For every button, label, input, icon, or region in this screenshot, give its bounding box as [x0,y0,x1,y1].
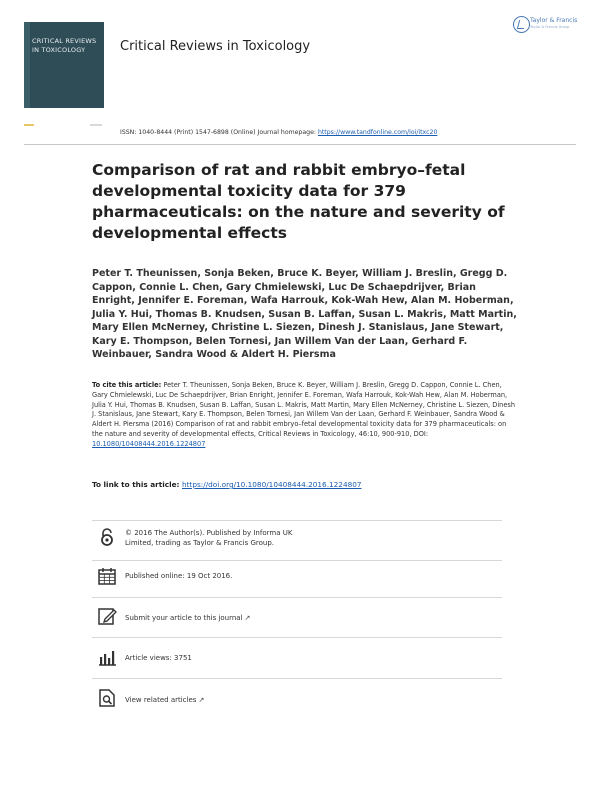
publisher-logo-icon [513,16,530,33]
article-views: Article views: 3751 [125,654,192,662]
open-access-icon [97,527,117,547]
external-link-icon: ↗ [244,614,251,622]
article-doi-link[interactable]: https://doi.org/10.1080/10408444.2016.1224807 [182,480,362,489]
article-title: Comparison of rat and rabbit embryo–fetal developmental toxicity data for 379 pharmaceuticals: on the nature and severity of developmental effects [92,161,505,242]
article-link-line [92,480,362,489]
journal-cover [24,22,104,108]
citation-doi-link[interactable]: 10.1080/10408444.2016.1224807 [92,439,206,448]
journal-title[interactable]: Critical Reviews in Toxicology [120,39,311,54]
cover-color-marks [24,124,104,128]
issn-text: ISSN: 1040-8444 (Print) 1547-6898 (Online) Journal homepage: [120,129,318,136]
cover-title-line2: IN TOXICOLOGY [32,45,86,54]
cover-title-line1: CRITICAL REVIEWS [32,37,97,45]
bar-chart-icon [97,647,117,667]
header-divider [24,144,576,145]
related-articles-icon [97,688,117,708]
cover-stripe [24,22,30,108]
external-link-icon: ↗ [198,696,205,704]
submit-article-label: Submit your article to this journal [125,614,243,622]
journal-homepage-link[interactable]: https://www.tandfonline.com/loi/itxc20 [317,129,438,136]
item-divider [92,520,502,521]
submit-article-link[interactable] [125,614,250,624]
cover-title [32,37,96,54]
citation-label: To cite this article: [92,381,162,389]
calendar-icon [97,566,117,586]
related-articles-link[interactable] [125,696,204,706]
article-link-label: To link to this article: [92,480,183,489]
publisher-logo[interactable] [513,15,585,37]
published-date: Published online: 19 Oct 2016. [125,572,233,580]
item-divider [92,597,502,598]
submit-edit-icon [97,606,117,626]
item-divider [92,678,502,679]
publisher-logo-sub: Taylor & Francis Group [530,25,570,29]
author-list: Peter T. Theunissen, Sonja Beken, Bruce K. Beyer, William J. Breslin, Gregg D. Cappon, Connie L. Chen, Gary Chmielewski, Luc De Schaepdrijver, Brian Enright, Jennifer E. Foreman, Wafa Harrouk, Kok-Wah Hew, Alan M. Hoberman, Julia Y. Hui, Thomas B. Knudsen, Susan B. Laffan, Susan L. Makris, Matt Martin, Mary Ellen McNerney, Christine L. Siezen, Dinesh J. Stanislaus, Jane Stewart, Kary E. Thompson, Belen Tornesi, Jan Willem Van der Laan, Gerhard F. Weinbauer, Sandra Wood & Aldert H. Piersma [92,268,517,360]
related-articles-label: View related articles [125,696,197,704]
citation-text: Peter T. Theunissen, Sonja Beken, Bruce K. Beyer, William J. Breslin, Gregg D. Cappon, Connie L. Chen, Gary Chmielewski, Luc De Schaepdrijver, Brian Enright, Jennifer E. Foreman, Wafa Harrouk, Kok-Wah Hew, Alan M. Hoberman, Julia Y. Hui, Thomas B. Knudsen, Susan B. Laffan, Susan L. Makris, Matt Martin, Mary Ellen McNerney, Christine L. Siezen, Dinesh J. Stanislaus, Jane Stewart, Kary E. Thompson, Belen Tornesi, Jan Willem Van der Laan, Gerhard F. Weinbauer, Sandra Wood & Aldert H. Piersma (2016) Comparison of rat and rabbit embryo–fetal developmental toxicity data for 379 pharmaceuticals: on the nature and severity of developmental effects, Critical Reviews in Toxicology, 46:10, 900-910, DOI: [92,381,515,438]
item-divider [92,560,502,561]
publisher-logo-name: Taylor & Francis [530,17,578,24]
item-divider [92,637,502,638]
citation-block [92,381,517,450]
issn-line [120,129,437,136]
license-text: © 2016 The Author(s). Published by Informa UK Limited, trading as Taylor & Francis Group. [125,529,293,547]
